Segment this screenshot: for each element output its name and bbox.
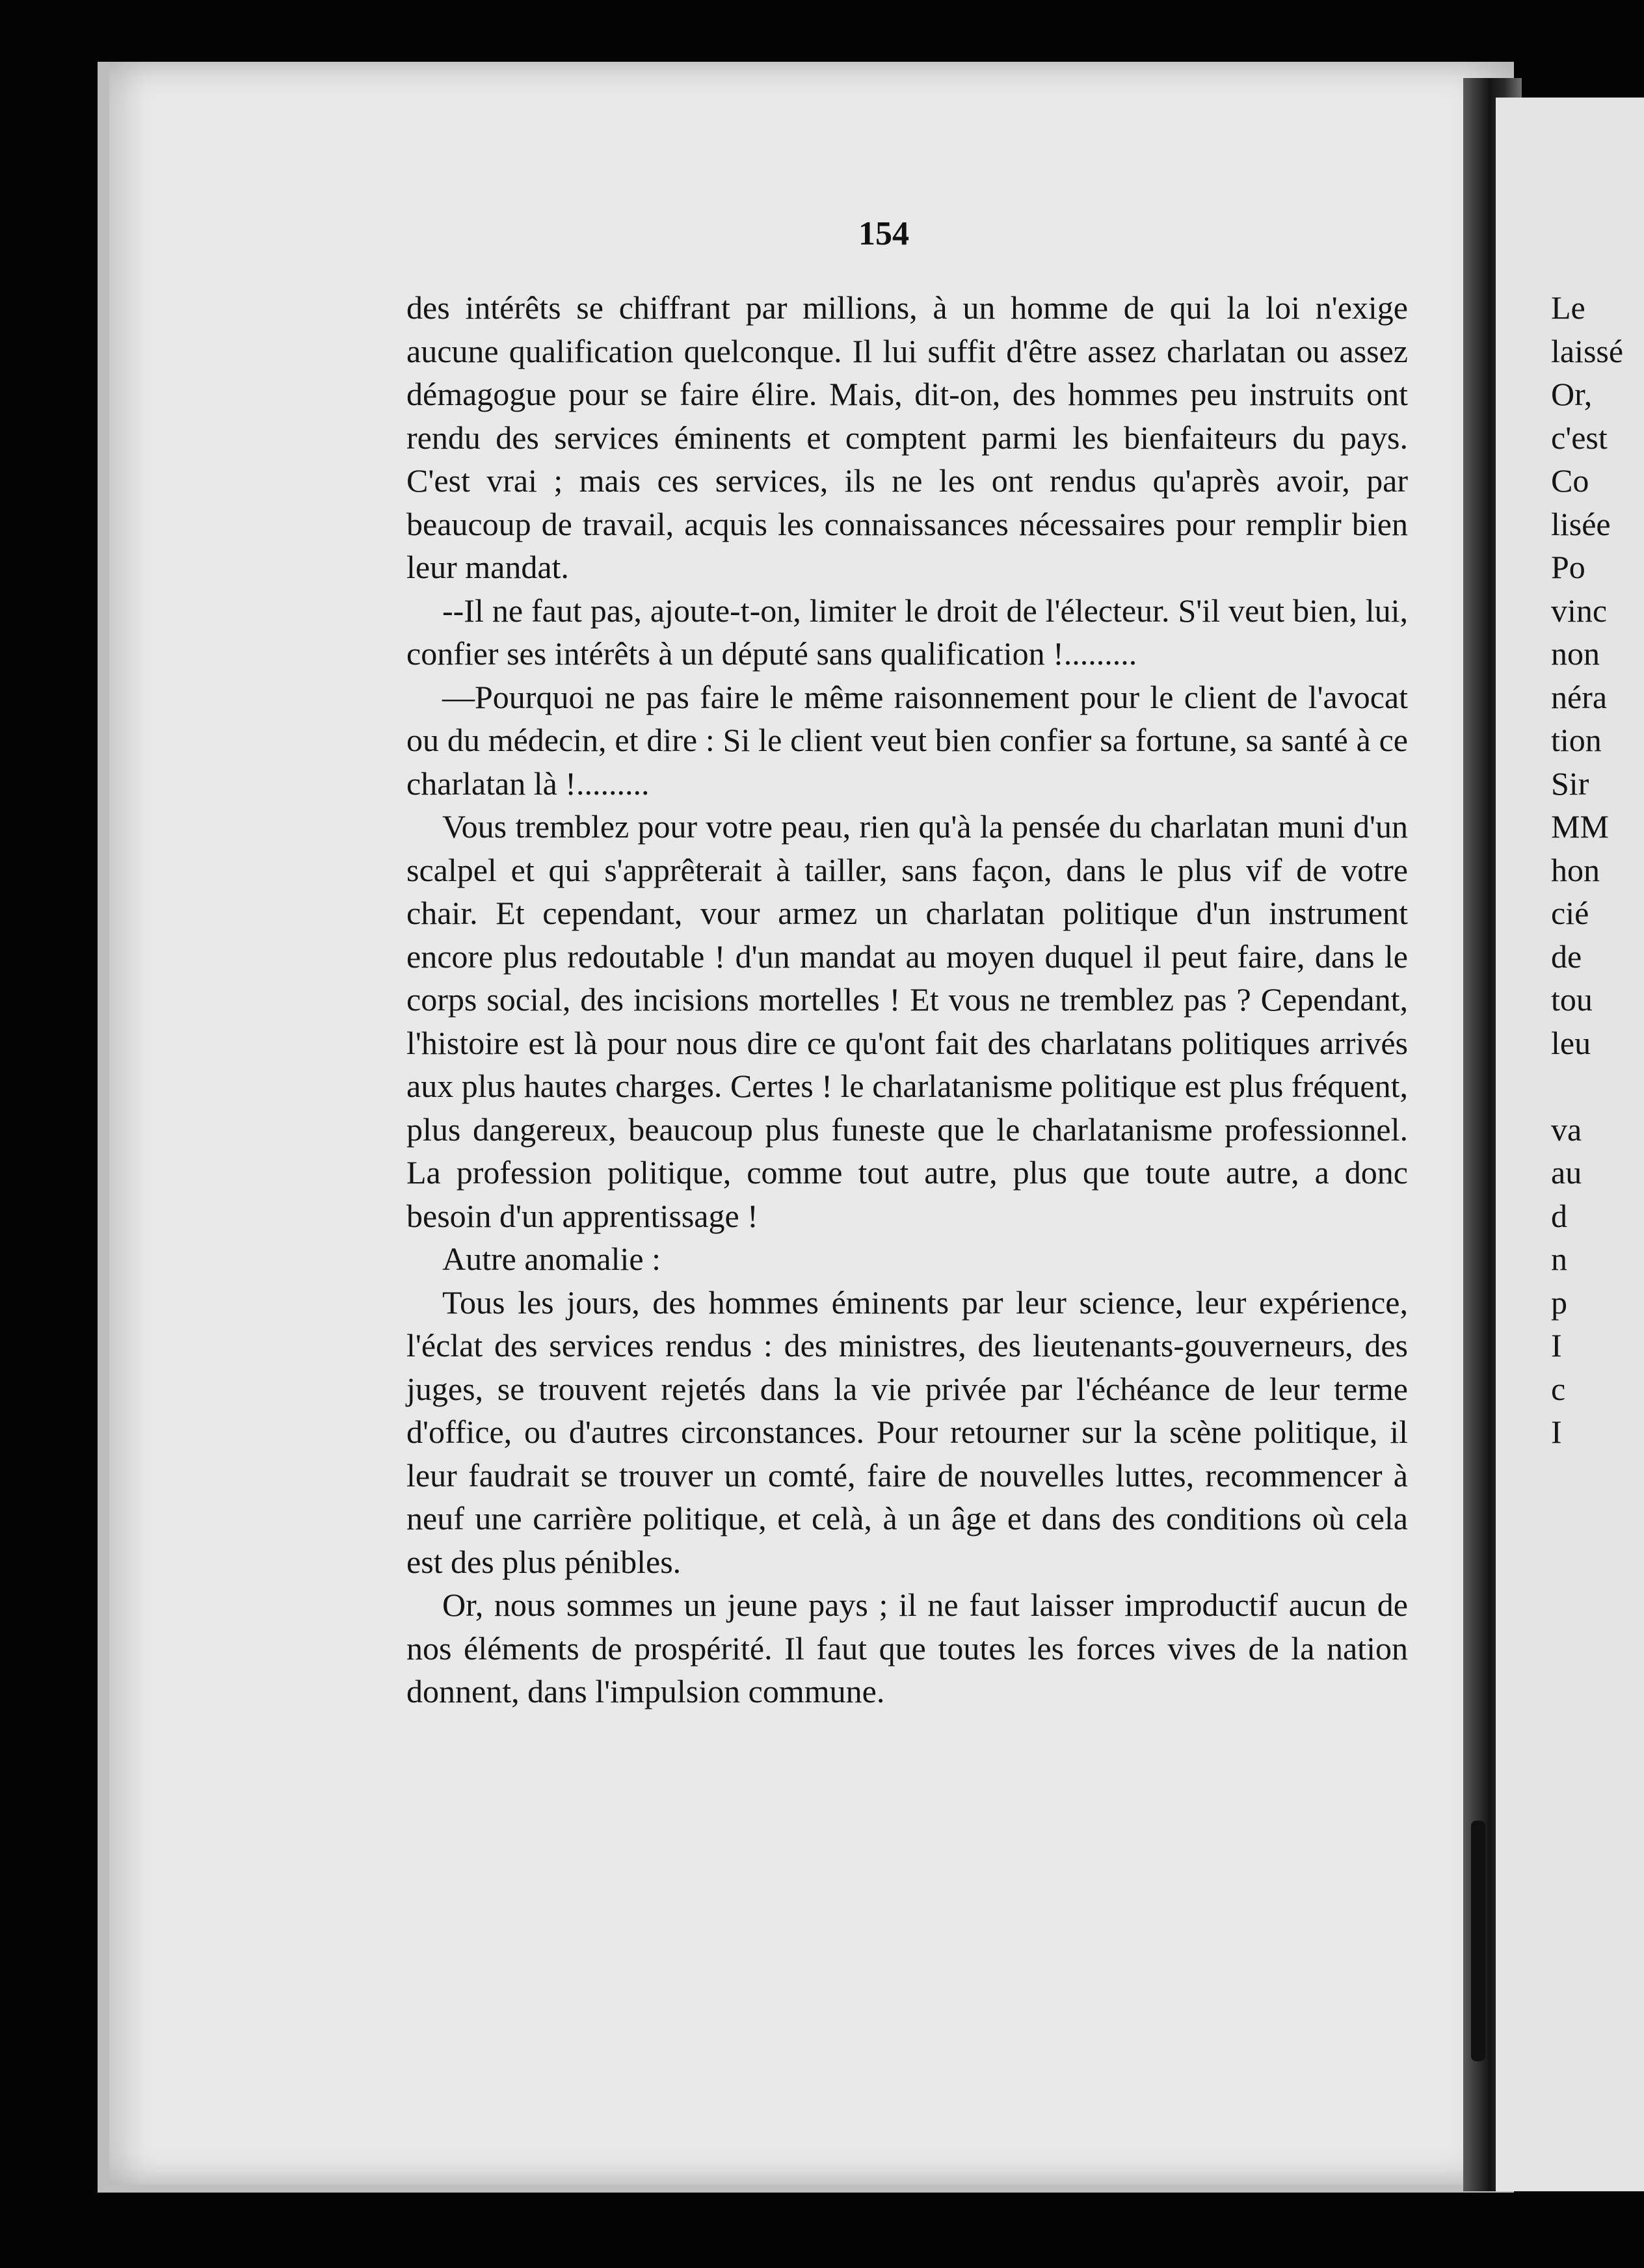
facing-line: p (1551, 1284, 1567, 1321)
facing-line: c'est (1551, 419, 1608, 456)
facing-line (1551, 1064, 1644, 1108)
paragraph: des intérêts se chiffrant par millions, à un homme de qui la loi n'exige aucune qualification quelconque. Il lui suffit d'être assez charlatan ou assez démagogue pour se faire élire. Mais, dit-on, des hommes peu instruits ont rendu des services éminents et comptent parmi les bienfaiteurs du pays. C'est vrai ; mais ces services, ils ne les ont rendus qu'après avoir, par beaucoup de travail, acquis les connaissances nécessaires pour remplir bien leur mandat. (406, 289, 1408, 585)
facing-line: Co (1551, 462, 1589, 499)
paragraph: --Il ne faut pas, ajoute-t-on, limiter le droit de l'électeur. S'il veut bien, lui, confier ses intérêts à un député sans qualification !......... (406, 592, 1408, 672)
facing-line: non (1551, 635, 1600, 672)
facing-line: au (1551, 1154, 1582, 1191)
facing-line: Or, (1551, 376, 1593, 412)
facing-line: c (1551, 1370, 1566, 1407)
facing-line: MM (1551, 808, 1609, 845)
facing-line: I (1551, 1414, 1562, 1450)
facing-line: tou (1551, 981, 1593, 1018)
facing-line: tion (1551, 722, 1602, 758)
facing-line: lisée (1551, 505, 1611, 542)
facing-page-text (1551, 286, 1644, 1454)
facing-line: Po (1551, 549, 1585, 585)
page-number: 154 (858, 215, 909, 252)
paragraph: Autre anomalie : (442, 1241, 661, 1277)
facing-line: vinc (1551, 592, 1608, 629)
facing-line: laissé (1551, 332, 1624, 369)
paragraph: Or, nous sommes un jeune pays ; il ne faut laisser improductif aucun de nos éléments de prospérité. Il faut que toutes les forces vives de la nation donnent, dans l'impulsion commune. (406, 1587, 1408, 1709)
paragraph: Tous les jours, des hommes éminents par leur science, leur expérience, l'éclat des services rendus : des ministres, des lieutenants-gouverneurs, des juges, se trouvent rejetés dans la vie privée par l'échéance de leur terme d'office, ou d'autres circonstances. Pour retourner sur la scène politique, il leur faudrait se trouver un comté, faire de nouvelles luttes, recommencer à neuf une carrière politique, et celà, à un âge et dans des conditions où cela est des plus pénibles. (406, 1284, 1408, 1580)
facing-line: leu (1551, 1024, 1591, 1061)
paragraph: —Pourquoi ne pas faire le même raisonnement pour le client de l'avocat ou du médecin, et dire : Si le client veut bien confier sa fortune, sa santé à ce charlatan là !......... (406, 678, 1408, 802)
facing-line: néra (1551, 678, 1608, 715)
facing-line: I (1551, 1327, 1562, 1364)
facing-line: n (1551, 1241, 1567, 1277)
facing-line: d (1551, 1197, 1567, 1234)
facing-line: de (1551, 938, 1582, 975)
facing-line: hon (1551, 851, 1600, 888)
facing-line: Sir (1551, 765, 1589, 802)
binding-mark (1471, 1821, 1485, 2061)
facing-line: Le (1551, 289, 1585, 326)
body-text (406, 286, 1408, 1713)
facing-line: cié (1551, 895, 1589, 931)
facing-line: va (1551, 1111, 1582, 1148)
paragraph: Vous tremblez pour votre peau, rien qu'à la pensée du charlatan muni d'un scalpel et qui s'apprêterait à tailler, sans façon, dans le plus vif de votre chair. Et cependant, vour armez un charlatan politique d'un instrument encore plus redoutable ! d'un mandat au moyen duquel il peut faire, dans le corps social, des incisions mortelles ! Et vous ne tremblez pas ? Cependant, l'histoire est là pour nous dire ce qu'ont fait des charlatans politiques arrivés aux plus hautes charges. Certes ! le charlatanisme politique est plus fréquent, plus dangereux, beaucoup plus funeste que le charlatanisme professionnel. La profession politique, comme tout autre, plus que toute autre, a donc besoin d'un apprentissage ! (406, 808, 1408, 1234)
